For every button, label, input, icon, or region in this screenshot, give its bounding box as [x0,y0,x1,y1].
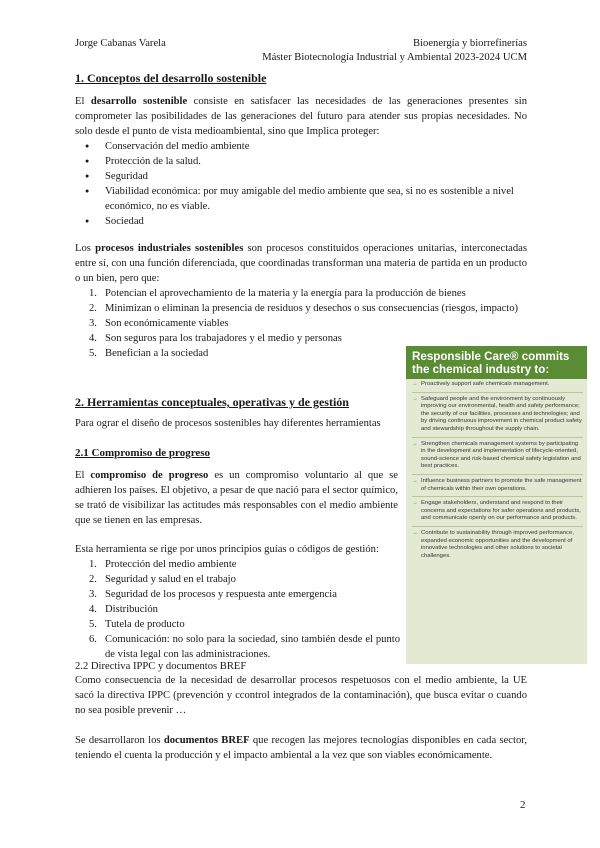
list-item [75,602,400,617]
list-text: Tutela de producto [105,619,185,630]
arrow-icon: → [412,477,418,484]
list-text: Benefician a la sociedad [105,348,209,359]
protect-list [75,139,527,229]
header-subject: Bioenergía y biorrefinerías [413,38,527,49]
list-item [75,286,527,301]
para2-post: son procesos constituidos operaciones unitarias, interconectadas entre sí, con una función diferenciada, que coordinadas transforman una materia de partida en un producto o un bien, pero que: [75,243,527,284]
list-item: ● Protección de la salud. [75,154,527,169]
list-item [412,530,583,563]
viability-text: ● Viabilidad económica: por muy amigable del medio ambiente que sea, si no es sostenible a nivel económico, no es viable. [105,186,514,212]
list-text: Distribución [105,604,158,615]
list-number: 3. [89,589,97,600]
list-item: ● Conservación del medio ambiente [75,139,527,154]
list-item [412,478,583,497]
section1-intro [75,94,527,139]
item-text: Influence business partners to promote the safe management of chemicals within their own operations. [421,477,582,492]
arrow-icon: → [412,440,418,447]
bref-para [75,733,527,763]
list-text: Potencian el aprovechamiento de la materia y la energía para la producción de bienes [105,288,466,299]
compromiso-bold-term: compromiso de progreso [90,470,209,481]
list-item [75,301,527,316]
list-number: 4. [89,333,97,344]
item-text: Safeguard people and the environment by continuously improving our environmental, health and safety performance; the security of our facilities, processes and technologies; and by driving continuous improvement in chemical product safety and stewardship throughout the supply chain. [421,395,582,432]
list-text: Seguridad y salud en el trabajo [105,574,236,585]
para2-bold-term: procesos industriales sostenibles [95,243,244,254]
section1-heading: 1. Conceptos del desarrollo sostenible [75,71,267,85]
arrow-icon: → [412,500,418,507]
subsection-2-1-heading: 2.1 Compromiso de progreso [75,447,211,459]
list-text: Son económicamente viables [105,318,229,329]
responsible-care-image [406,346,587,664]
section2-heading: 2. Herramientas conceptuales, operativas y de gestión [75,395,349,409]
list-item [75,572,400,587]
header-program: Máster Biotecnología Industrial y Ambiental 2023-2024 UCM [262,52,527,63]
principles-list [75,557,400,662]
list-text: Seguridad de los procesos y respuesta ante emergencia [105,589,337,600]
compromiso-para [75,468,398,528]
list-item [412,500,583,527]
intro-text-pre: El [75,96,91,107]
subsection-2-2-heading: 2.2 Directiva IPPC y documentos BREF [75,661,247,672]
list-item [75,557,400,572]
principles-intro: Esta herramienta se rige por unos principios guías o códigos de gestión: [75,544,379,555]
list-text: Comunicación: no solo para la sociedad, sino también desde el punto de vista legal con las administraciones. [105,634,400,660]
list-number: 2. [89,303,97,314]
list-item: ● Sociedad [75,214,527,229]
list-number: 1. [89,288,97,299]
list-number: 5. [89,348,97,359]
bref-post: que recogen las mejores tecnologías disponibles en cada sector, teniendo el cuenta la producción y el impacto ambiental a la vez que son viables económicamente. [75,735,527,761]
list-number: 5. [89,619,97,630]
header-author: Jorge Cabanas Varela [75,38,166,49]
list-number: 1. [89,559,97,570]
intro-bold-term: desarrollo sostenible [90,96,188,107]
arrow-icon: → [412,395,418,402]
list-number: 3. [89,318,97,329]
bref-bold-term: documentos BREF [163,735,250,746]
list-item: ● Seguridad [75,169,527,184]
intro-text-post: consiste en satisfacer las necesidades de las generaciones presentes sin comprometer las posibilidades de las generaciones del futuro para atender sus propias necesidades. No solo desde el punto de vista medioambiental, sino que Implica proteger: [75,96,527,137]
list-item [412,396,583,438]
list-item [412,441,583,475]
section2-intro: Para ograr el diseño de procesos sostenibles hay diferentes herramientas [75,418,381,429]
list-text: Minimizan o eliminan la presencia de residuos y desechos o sus consecuencias (riesgos, impacto) [105,303,519,314]
list-number: 2. [89,574,97,585]
para2-pre: Los [75,243,96,254]
list-item [75,184,527,214]
ippc-para: Como consecuencia de la necesidad de desarrollar procesos respetuosos con el medio ambiente, la UE sacó la directiva IPPC (prevención y ccontrol integrados de la contaminación), que busca evitar o cuando no sea posible prevenir … [75,675,527,716]
item-text: Proactively support safe chemicals management. [421,381,550,387]
responsible-care-title: Responsible Care® commits the chemical industry to: [406,346,587,379]
list-item [75,617,400,632]
list-item [75,331,527,346]
item-text: Contribute to sustainability through improved performance, expanded economic opportunities and the development of innovative technologies and other solutions to societal challenges. [421,529,574,559]
page-number: 2 [520,799,526,811]
list-item [75,316,527,331]
list-item [75,587,400,602]
arrow-icon: → [412,381,418,387]
section1-para2 [75,241,527,286]
list-text: Protección del medio ambiente [105,559,237,570]
item-text: Strengthen chemicals management systems by participating in the development and implementation of lifecycle-oriented, sound-science and risk-based chemical safety legislation and best practices. [421,440,581,470]
item-text: Engage stakeholders, understand and respond to their concerns and expectations for safer operations and products, and communicate openly on our performance and products. [421,500,581,522]
list-number: 6. [89,634,97,645]
list-text: Son seguros para los trabajadores y el medio y personas [105,333,342,344]
arrow-icon: → [412,529,418,536]
responsible-care-items [406,379,587,563]
compromiso-pre: El [75,470,91,481]
list-item [412,381,583,393]
list-item [75,632,400,662]
bref-pre: Se desarrollaron los [75,735,164,746]
list-number: 4. [89,604,97,615]
compromiso-post: es un compromiso voluntario al que se adhieren los países. El objetivo, a pesar de que nació para el sector químico, se trató de visibilizar las actitudes más responsables con el medio ambiente que se tienen en las empresas. [75,470,398,526]
